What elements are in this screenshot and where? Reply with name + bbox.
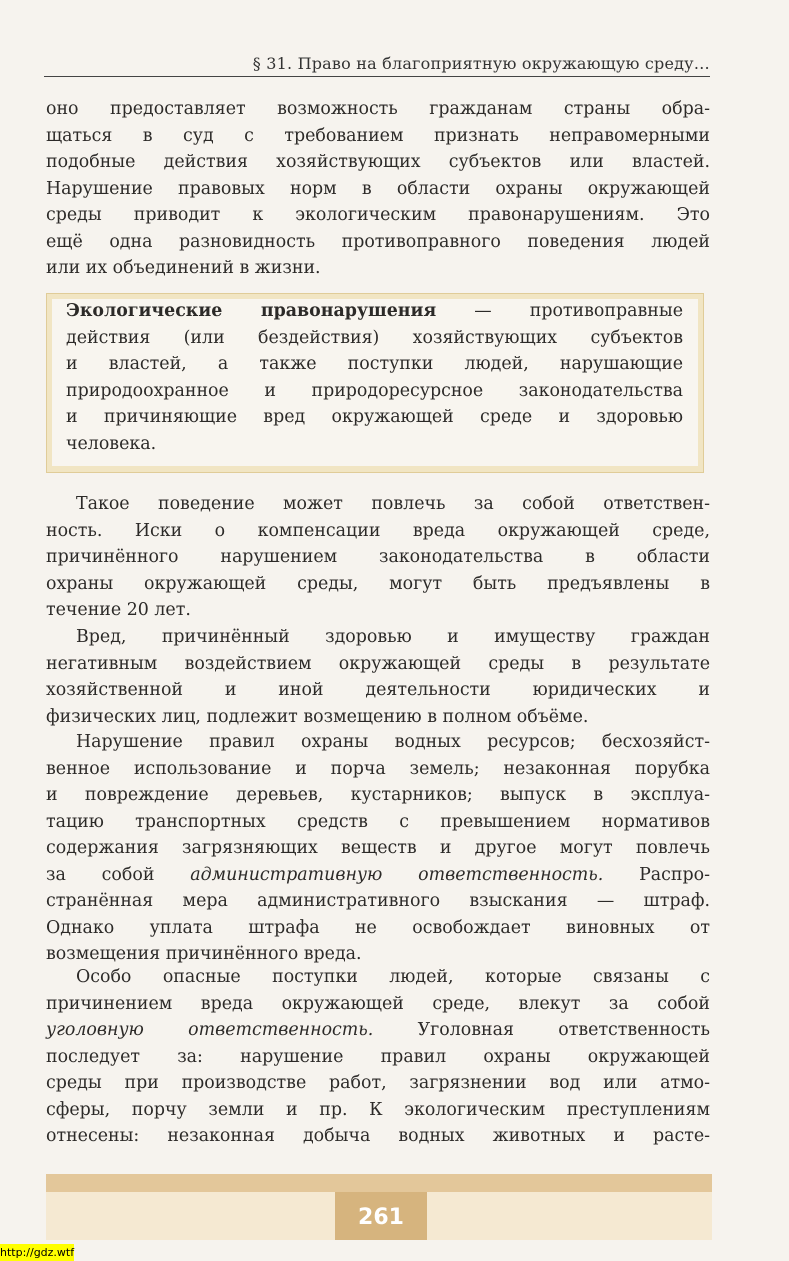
line-prefix: за собой: [46, 864, 191, 885]
text-line: ещё одна разновидность противоправного поведения людей: [46, 231, 710, 252]
text-line: возмещения причинённого вреда.: [46, 944, 362, 964]
watermark-link[interactable]: http://gdz.wtf: [0, 1246, 75, 1259]
text-line: Нарушение правовых норм в области охраны окружающей: [46, 178, 710, 199]
text-line: и властей, а также поступки людей, нарушающие: [66, 354, 683, 374]
text-line: оно предоставляет возможность гражданам страны обра-: [46, 99, 710, 119]
definition-first-line-rest: — противоправные: [436, 301, 683, 321]
text-line: и причиняющие вред окружающей среде и здоровью: [66, 407, 683, 427]
text-line: Вред, причинённый здоровью и имуществу граждан: [76, 627, 710, 647]
definition-first-line: [66, 298, 683, 325]
text-line: человека.: [66, 433, 157, 454]
line-suffix: Распро-: [603, 864, 710, 885]
text-line: или их объединений в жизни.: [46, 258, 321, 278]
text-line: охраны окружающей среды, могут быть предъявлены в: [46, 573, 710, 594]
text-line: причинённого нарушением законодательства в области: [46, 547, 710, 567]
text-line: хозяйственной и иной деятельности юридических и: [46, 680, 710, 700]
text-line: последует за: нарушение правил охраны окружающей: [46, 1046, 710, 1067]
text-line-criminal: [46, 1017, 710, 1044]
text-line: тацию транспортных средств с превышением нормативов: [46, 811, 710, 832]
text-line: венное использование и порча земель; незаконная порубка: [46, 758, 710, 779]
text-line: негативным воздействием окружающей среды в результате: [46, 653, 710, 674]
text-line: Такое поведение может повлечь за собой ответствен-: [76, 494, 710, 514]
footer-accent-bar: [46, 1174, 712, 1192]
line-suffix: Уголовная ответственность: [373, 1020, 710, 1040]
text-line: среды при производстве работ, загрязнении вод или атмо-: [46, 1073, 710, 1093]
text-line: течение 20 лет.: [46, 600, 191, 620]
administrative-liability-term: административную ответственность.: [190, 864, 604, 885]
text-line: Однако уплата штрафа не освобождает виновных от: [46, 917, 710, 938]
paragraph-administrative: [46, 729, 710, 968]
text-line: природоохранное и природоресурсное законодательства: [66, 380, 683, 401]
text-line: подобные действия хозяйствующих субъектов или властей.: [46, 152, 710, 172]
paragraph-liability: [46, 491, 710, 624]
definition-text: [66, 298, 683, 457]
definition-term: Экологические правонарушения: [66, 301, 437, 321]
text-line-administrative: [46, 862, 710, 889]
page-number: 261: [335, 1192, 427, 1240]
text-line: сферы, порчу земли и пр. К экологическим преступлениям: [46, 1099, 710, 1120]
text-line: странённая мера административного взыскания — штраф.: [46, 891, 710, 911]
criminal-liability-term: уголовную ответственность.: [46, 1020, 374, 1040]
text-line: Особо опасные поступки людей, которые связаны с: [76, 967, 710, 987]
text-line: и повреждение деревьев, кустарников; выпуск в эксплуа-: [46, 785, 710, 805]
text-line: Нарушение правил охраны водных ресурсов; бесхозяйст-: [76, 732, 710, 752]
text-line: среды приводит к экологическим правонарушениям. Это: [46, 205, 710, 225]
paragraph-compensation: [46, 624, 710, 730]
text-line: щаться в суд с требованием признать неправомерными: [46, 125, 710, 146]
text-line: действия (или бездействия) хозяйствующих субъектов: [66, 327, 683, 348]
text-line: причинением вреда окружающей среде, влекут за собой: [46, 993, 710, 1014]
text-line: содержания загрязняющих веществ и другое могут повлечь: [46, 838, 710, 858]
running-header: § 31. Право на благоприятную окружающую среду…: [44, 54, 710, 77]
paragraph-criminal: [46, 964, 710, 1150]
text-line: отнесены: незаконная добыча водных животных и расте-: [46, 1126, 710, 1146]
text-line: физических лиц, подлежит возмещению в полном объёме.: [46, 706, 589, 727]
intro-paragraph: [46, 96, 710, 282]
text-line: ность. Иски о компенсации вреда окружающей среде,: [46, 520, 710, 541]
